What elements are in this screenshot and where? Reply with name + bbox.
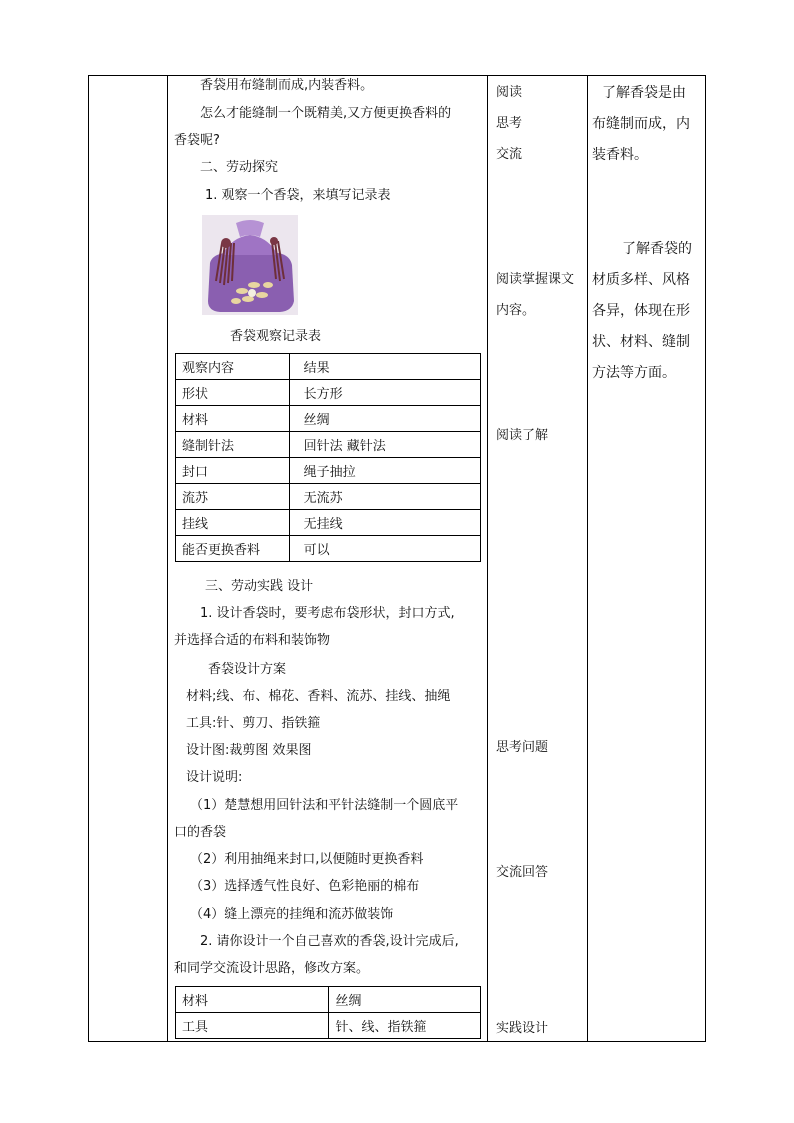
intro-line-2: 怎么才能缝制一个既精美,又方便更换香料的 bbox=[200, 106, 452, 121]
table-cell-label: 观察内容 bbox=[176, 354, 290, 380]
column-divider bbox=[487, 76, 488, 1041]
intent-2b: 材质多样、风格 bbox=[592, 272, 690, 288]
activity-discuss: 交流 bbox=[496, 147, 523, 162]
design-note-2: （2）利用抽绳来封口,以便随时更换香料 bbox=[190, 852, 424, 867]
design-materials: 材料;线、布、棉花、香料、流苏、挂线、抽绳 bbox=[186, 689, 451, 704]
task-observe: 1. 观察一个香袋，来填写记录表 bbox=[205, 188, 391, 203]
table-cell-label: 能否更换香料 bbox=[176, 536, 290, 562]
observation-row bbox=[176, 380, 481, 406]
design-plan-title: 香袋设计方案 bbox=[208, 662, 287, 677]
section-heading-practice: 三、劳动实践 设计 bbox=[205, 579, 314, 594]
intent-1a: 了解香袋是由 bbox=[602, 85, 686, 101]
table-cell-value: 针、线、指铁箍 bbox=[329, 1013, 481, 1039]
activity-discuss-answer: 交流回答 bbox=[496, 865, 549, 880]
activity-practice-design: 实践设计 bbox=[496, 1021, 549, 1036]
table-cell-label: 挂线 bbox=[176, 510, 290, 536]
practice-task-2a: 2. 请你设计一个自己喜欢的香袋,设计完成后, bbox=[200, 934, 459, 949]
design-note-3: （3）选择透气性良好、色彩艳丽的棉布 bbox=[190, 879, 420, 894]
intent-2a: 了解香袋的 bbox=[622, 241, 692, 257]
table-cell-value: 丝绸 bbox=[329, 987, 481, 1013]
table-cell-value: 可以 bbox=[289, 536, 480, 562]
observation-table-caption: 香袋观察记录表 bbox=[230, 329, 322, 344]
activity-think: 思考 bbox=[496, 116, 523, 131]
activity-read-master-2: 内容。 bbox=[496, 303, 536, 318]
intent-2d: 状、材料、缝制 bbox=[592, 334, 690, 350]
practice-task-2b: 和同学交流设计思路，修改方案。 bbox=[174, 961, 370, 976]
activity-think-question: 思考问题 bbox=[496, 740, 549, 755]
table-cell-value: 结果 bbox=[289, 354, 480, 380]
observation-row bbox=[176, 432, 481, 458]
design-note-1b: 口的香袋 bbox=[174, 825, 227, 840]
observation-row bbox=[176, 354, 481, 380]
intent-1b: 布缝制而成，内 bbox=[592, 116, 690, 132]
design-row bbox=[176, 987, 481, 1013]
observation-row bbox=[176, 484, 481, 510]
column-divider bbox=[167, 76, 168, 1041]
intent-2e: 方法等方面。 bbox=[592, 365, 676, 381]
column-divider bbox=[587, 76, 588, 1041]
observation-row bbox=[176, 536, 481, 562]
table-cell-label: 封口 bbox=[176, 458, 290, 484]
design-tools: 工具:针、剪刀、指铁箍 bbox=[186, 716, 321, 731]
table-cell-label: 形状 bbox=[176, 380, 290, 406]
design-row bbox=[176, 1013, 481, 1039]
observation-row bbox=[176, 458, 481, 484]
design-note-4: （4）缝上漂亮的挂绳和流苏做装饰 bbox=[190, 907, 394, 922]
sachet-photo bbox=[202, 215, 298, 315]
table-cell-value: 无流苏 bbox=[289, 484, 480, 510]
table-cell-value: 绳子抽拉 bbox=[289, 458, 480, 484]
table-cell-label: 材料 bbox=[176, 987, 329, 1013]
practice-task-1b: 并选择合适的布料和装饰物 bbox=[174, 633, 331, 648]
table-cell-value: 丝绸 bbox=[289, 406, 480, 432]
table-cell-label: 缝制针法 bbox=[176, 432, 290, 458]
design-drawing: 设计图:裁剪图 效果图 bbox=[186, 743, 312, 758]
table-cell-value: 无挂线 bbox=[289, 510, 480, 536]
activity-read-master-1: 阅读掌握课文 bbox=[496, 272, 575, 287]
design-note-1a: （1）楚慧想用回针法和平针法缝制一个圆底平 bbox=[190, 798, 459, 813]
table-cell-label: 材料 bbox=[176, 406, 290, 432]
table-cell-label: 流苏 bbox=[176, 484, 290, 510]
table-cell-value: 回针法 藏针法 bbox=[289, 432, 480, 458]
activity-read-understand: 阅读了解 bbox=[496, 428, 549, 443]
observation-row bbox=[176, 510, 481, 536]
table-cell-label: 工具 bbox=[176, 1013, 329, 1039]
practice-task-1a: 1. 设计香袋时，要考虑布袋形状，封口方式, bbox=[200, 606, 455, 621]
intro-line-3: 香袋呢? bbox=[174, 133, 220, 148]
section-heading-explore: 二、劳动探究 bbox=[200, 160, 279, 175]
observation-row bbox=[176, 406, 481, 432]
intent-1c: 装香料。 bbox=[592, 147, 648, 163]
design-table bbox=[175, 986, 481, 1039]
observation-table bbox=[175, 353, 481, 562]
intent-2c: 各异，体现在形 bbox=[592, 303, 690, 319]
design-description-label: 设计说明: bbox=[186, 770, 243, 785]
activity-read: 阅读 bbox=[496, 85, 523, 100]
table-cell-value: 长方形 bbox=[289, 380, 480, 406]
intro-line-1: 香袋用布缝制而成,内装香料。 bbox=[200, 78, 374, 93]
